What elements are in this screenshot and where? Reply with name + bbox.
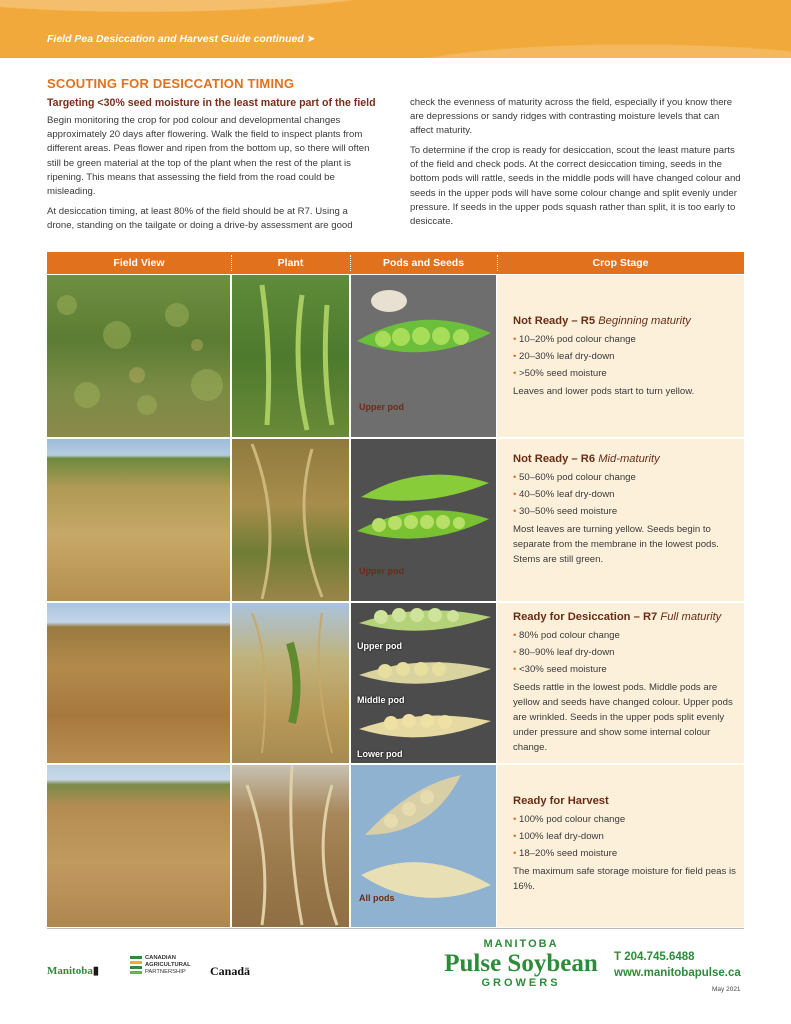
header-plant: Plant [277, 257, 304, 269]
plant-photo-r7 [232, 603, 349, 763]
pods-photo-harvest [351, 765, 496, 927]
crop-stage-r7 [497, 603, 744, 764]
text-column-right [410, 96, 744, 235]
header-field-view: Field View [113, 257, 165, 269]
stage-bullet: • 10–20% pod colour change [513, 331, 736, 348]
plant-photo-r5 [232, 275, 349, 437]
plant-photo-r6 [232, 439, 349, 601]
stage-description: Most leaves are turning yellow. Seeds begin to separate from the membrane in the lowest pods. Stems are still green. [513, 524, 719, 565]
stage-title: Ready for Harvest [513, 795, 609, 807]
paragraph-1: Begin monitoring the crop for pod colour and developmental changes approximately 20 days after flowering. Walk the field to inspect plants from different areas. Peas flower and ripen from the bottom up, so there will often still be green material at the top of the plant when the rest of the plant is ripening. This means that assessing the field from the road could be misleading. [47, 115, 370, 198]
crop-stage-harvest [497, 765, 744, 928]
footer-divider [47, 928, 744, 929]
date-label: May 2021 [712, 986, 741, 993]
stage-title: Not Ready – R5 Beginning maturity [513, 315, 691, 327]
header-crop-stage: Crop Stage [592, 257, 649, 269]
text-column-left [47, 114, 377, 239]
pods-photo-r5 [351, 275, 496, 437]
manitoba-logo: Manitoba▮ [47, 965, 99, 977]
stage-bullet: • 50–60% pod colour change [513, 469, 736, 486]
website-link[interactable]: www.manitobapulse.ca [614, 967, 741, 979]
stage-title: Ready for Desiccation – R7 Full maturity [513, 611, 722, 623]
paragraph-2-continued: check the evenness of maturity across the field, especially if you know there are depressions or sandy ridges with contrasting moisture levels that can affect maturity. [410, 97, 733, 137]
field-view-photo-r5 [47, 275, 230, 437]
pod-label: All pods [359, 893, 395, 903]
stage-title: Not Ready – R6 Mid-maturity [513, 453, 660, 465]
stage-bullet: • >50% seed moisture [513, 365, 736, 382]
stage-bullet: • 100% leaf dry-down [513, 828, 736, 845]
pods-photo-r7 [351, 603, 496, 763]
stage-bullet: • 80% pod colour change [513, 627, 736, 644]
phone-number: T 204.745.6488 [614, 951, 695, 963]
section-subtitle: Targeting <30% seed moisture in the least mature part of the field [47, 97, 376, 109]
stage-bullet: • 100% pod colour change [513, 811, 736, 828]
paragraph-2: At desiccation timing, at least 80% of the field should be at R7. Using a drone, standing on the tailgate or doing a drive-by assessment are good [47, 206, 353, 232]
section-title: SCOUTING FOR DESICCATION TIMING [47, 76, 295, 91]
field-view-photo-harvest [47, 765, 230, 927]
pod-label: Upper pod [359, 402, 404, 412]
header-pods-seeds: Pods and Seeds [382, 257, 465, 269]
stage-bullet: • 40–50% leaf dry-down [513, 486, 736, 503]
paragraph-3: To determine if the crop is ready for desiccation, scout the least mature parts of the field and check pods. At the correct desiccation timing, seeds in the bottom pods will rattle, seeds in the middle pods will have changed colour and seeds in the upper pods will have some colour change and split evenly under pressure. If seeds in the upper pods squash rather than split, it is too early to desiccate. [410, 145, 741, 228]
field-view-photo-r6 [47, 439, 230, 601]
header-banner [0, 0, 791, 58]
table-header [47, 252, 744, 274]
stage-bullet: • <30% seed moisture [513, 661, 736, 678]
crop-stage-r5 [497, 275, 744, 438]
mpsg-logo: MANITOBA Pulse Soybean GROWERS [444, 938, 598, 989]
field-view-photo-r7 [47, 603, 230, 763]
pod-label: Lower pod [357, 749, 403, 759]
stage-description: The maximum safe storage moisture for field peas is 16%. [513, 866, 736, 892]
pods-photo-r6 [351, 439, 496, 601]
crop-stage-table [47, 252, 744, 928]
stage-bullet: • 30–50% seed moisture [513, 503, 736, 520]
stage-bullet: • 20–30% leaf dry-down [513, 348, 736, 365]
banner-text: Field Pea Desiccation and Harvest Guide continued ➤ [47, 33, 316, 45]
plant-photo-harvest [232, 765, 349, 927]
stage-description: Leaves and lower pods start to turn yellow. [513, 386, 695, 397]
stage-bullet: • 80–90% leaf dry-down [513, 644, 736, 661]
pod-label: Upper pod [359, 566, 404, 576]
stage-description: Seeds rattle in the lowest pods. Middle pods are yellow and seeds have changed colour. Upper pods are wrinkled. Seeds in the upper pods split evenly under pressure and show some internal colour change. [513, 682, 733, 753]
pod-label: Upper pod [357, 641, 402, 651]
canada-wordmark: Canadä [210, 964, 251, 978]
crop-stage-r6 [497, 439, 744, 602]
pod-label: Middle pod [357, 695, 405, 705]
stage-bullet: • 18–20% seed moisture [513, 845, 736, 862]
bison-icon: ▮ [92, 965, 99, 977]
